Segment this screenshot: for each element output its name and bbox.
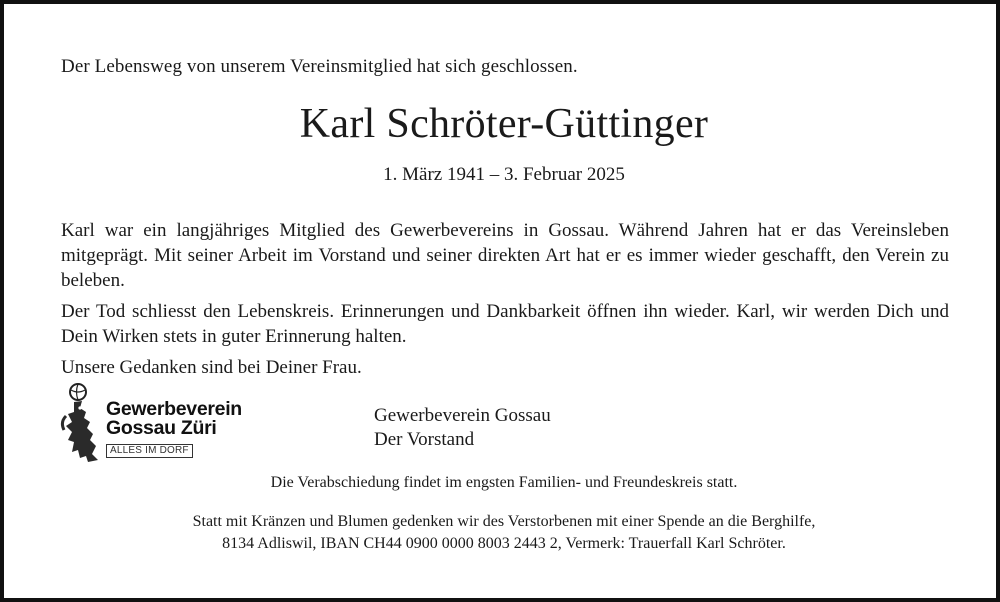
life-dates: 1. März 1941 – 3. Februar 2025 — [383, 164, 625, 185]
donation-line-1: Statt mit Kränzen und Blumen gedenken wir des Verstorbenen mit einer Spende an die Berghilfe, — [192, 513, 816, 530]
signature-block — [374, 404, 551, 452]
paragraph-memory: Der Tod schliesst den Lebenskreis. Erinnerungen und Dankbarkeit öffnen ihn wieder. Karl, wir werden Dich und Dein Wirken stets in guter Erinnerung halten. — [61, 301, 949, 347]
signature-organization: Gewerbeverein Gossau — [374, 405, 551, 426]
paragraph-tribute: Karl war ein langjähriges Mitglied des Gewerbevereins in Gossau. Während Jahren hat er das Vereinsleben mitgeprägt. Mit seiner Arbeit im Vorstand und seiner direkten Art hat er es immer wieder geschafft, den Verein zu beleben. — [61, 220, 949, 291]
donation-line-2: 8134 Adliswil, IBAN CH44 0900 0000 8003 2443 2, Vermerk: Trauerfall Karl Schröter. — [222, 535, 786, 552]
donation-notice — [4, 511, 1000, 555]
farewell-notice: Die Verabschiedung findet im engsten Familien- und Freundeskreis statt. — [270, 474, 738, 491]
obituary-text — [61, 218, 949, 386]
paragraph-thoughts: Unsere Gedanken sind bei Deiner Frau. — [61, 357, 362, 378]
logo-line-1: Gewerbeverein — [106, 398, 242, 420]
signature-board: Der Vorstand — [374, 429, 475, 450]
association-logo — [60, 382, 270, 464]
logo-line-2: Gossau Züri — [106, 417, 217, 439]
intro-line: Der Lebensweg von unserem Vereinsmitglied hat sich geschlossen. — [61, 56, 578, 77]
logo-tagline: ALLES IM DORF — [106, 444, 193, 458]
deceased-name: Karl Schröter-Güttinger — [299, 101, 709, 147]
logo-wordmark — [106, 400, 242, 438]
lion-with-ball-icon — [60, 382, 104, 464]
